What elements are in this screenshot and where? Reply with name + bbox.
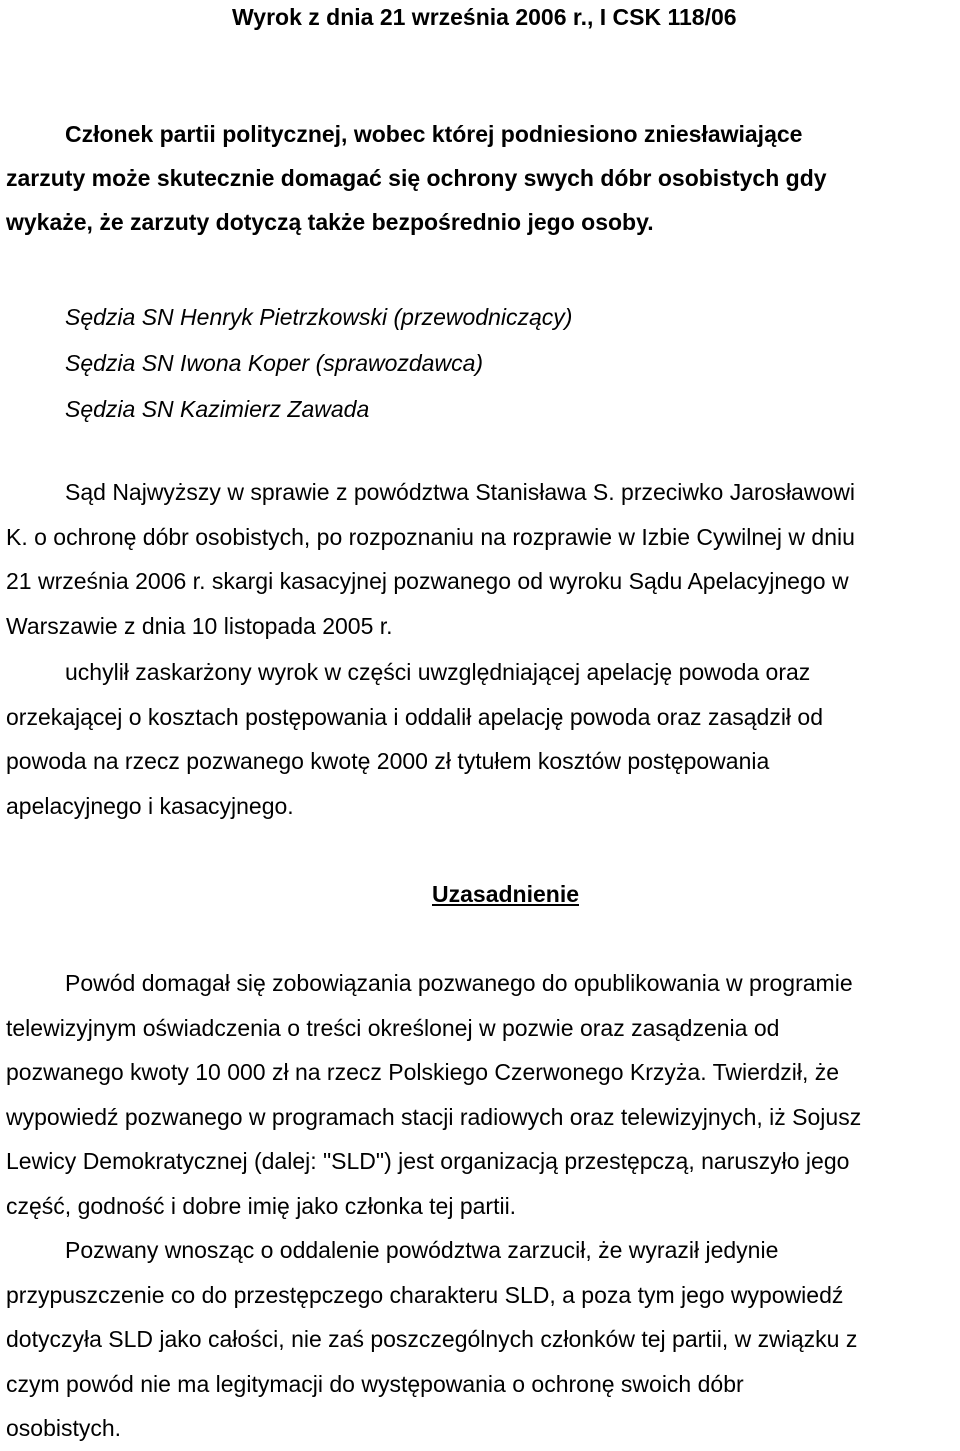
body-line: czym powód nie ma legitymacji do występowania o ochronę swoich dóbr [6,1370,744,1397]
body-line: pozwanego kwoty 10 000 zł na rzecz Polskiego Czerwonego Krzyża. Twierdził, że [6,1059,840,1085]
body-line: dotyczyła SLD jako całości, nie zaś poszczególnych członków tej partii, w związku z [6,1326,858,1352]
body-line: Sąd Najwyższy w sprawie z powództwa Stanisława S. przeciwko Jarosławowi [65,479,855,505]
body-line: Powód domagał się zobowiązania pozwanego do opublikowania w programie [65,970,853,996]
body-line: część, godność i dobre imię jako członka tej partii. [6,1192,517,1219]
body-line: przypuszczenie co do przestępczego charakteru SLD, a poza tym jego wypowiedź [6,1281,844,1308]
body-line: 21 września 2006 r. skargi kasacyjnej pozwanego od wyroku Sądu Apelacyjnego w [6,568,849,594]
body-line: orzekającej o kosztach postępowania i oddalił apelację powoda oraz zasądził od [6,703,824,730]
thesis-line: zarzuty może skutecznie domagać się ochrony swych dóbr osobistych gdy [6,165,827,191]
body-line: Warszawie z dnia 10 listopada 2005 r. [6,612,393,639]
body-line: K. o ochronę dóbr osobistych, po rozpoznaniu na rozprawie w Izbie Cywilnej w dniu [6,523,855,550]
judge-chairman: Sędzia SN Henryk Pietrzkowski (przewodniczący) [65,304,573,330]
body-line: telewizyjnym oświadczenia o treści określonej w pozwie oraz zasądzenia od [6,1014,780,1041]
justification-paragraph-2 [6,1228,958,1451]
body-line: Pozwany wnosząc o oddalenie powództwa zarzucił, że wyraził jedynie [65,1237,779,1263]
justification-heading: Uzasadnienie [432,881,579,907]
ruling [6,650,958,828]
body-line: Lewicy Demokratycznej (dalej: "SLD") jest organizacją przestępczą, naruszyło jego [6,1148,850,1174]
body-line: uchylił zaskarżony wyrok w części uwzględniającej apelację powoda oraz [65,659,811,685]
thesis-line: Członek partii politycznej, wobec której podniesiono zniesławiające [65,121,803,147]
thesis-line: wykaże, że zarzuty dotyczą także bezpośrednio jego osoby. [6,209,654,235]
body-line: osobistych. [6,1415,122,1441]
body-line: apelacyjnego i kasacyjnego. [6,792,294,819]
judge-rapporteur: Sędzia SN Iwona Koper (sprawozdawca) [65,350,484,376]
body-line: wypowiedź pozwanego w programach stacji radiowych oraz telewizyjnych, iż Sojusz [6,1103,862,1130]
thesis [6,112,958,244]
judges-list [65,294,572,432]
document-title: Wyrok z dnia 21 września 2006 r., I CSK 118/06 [232,4,737,30]
sentence-intro [6,470,958,648]
body-line: powoda na rzecz pozwanego kwotę 2000 zł tytułem kosztów postępowania [6,748,770,774]
justification-paragraph-1 [6,961,958,1228]
judge-member: Sędzia SN Kazimierz Zawada [65,396,370,422]
